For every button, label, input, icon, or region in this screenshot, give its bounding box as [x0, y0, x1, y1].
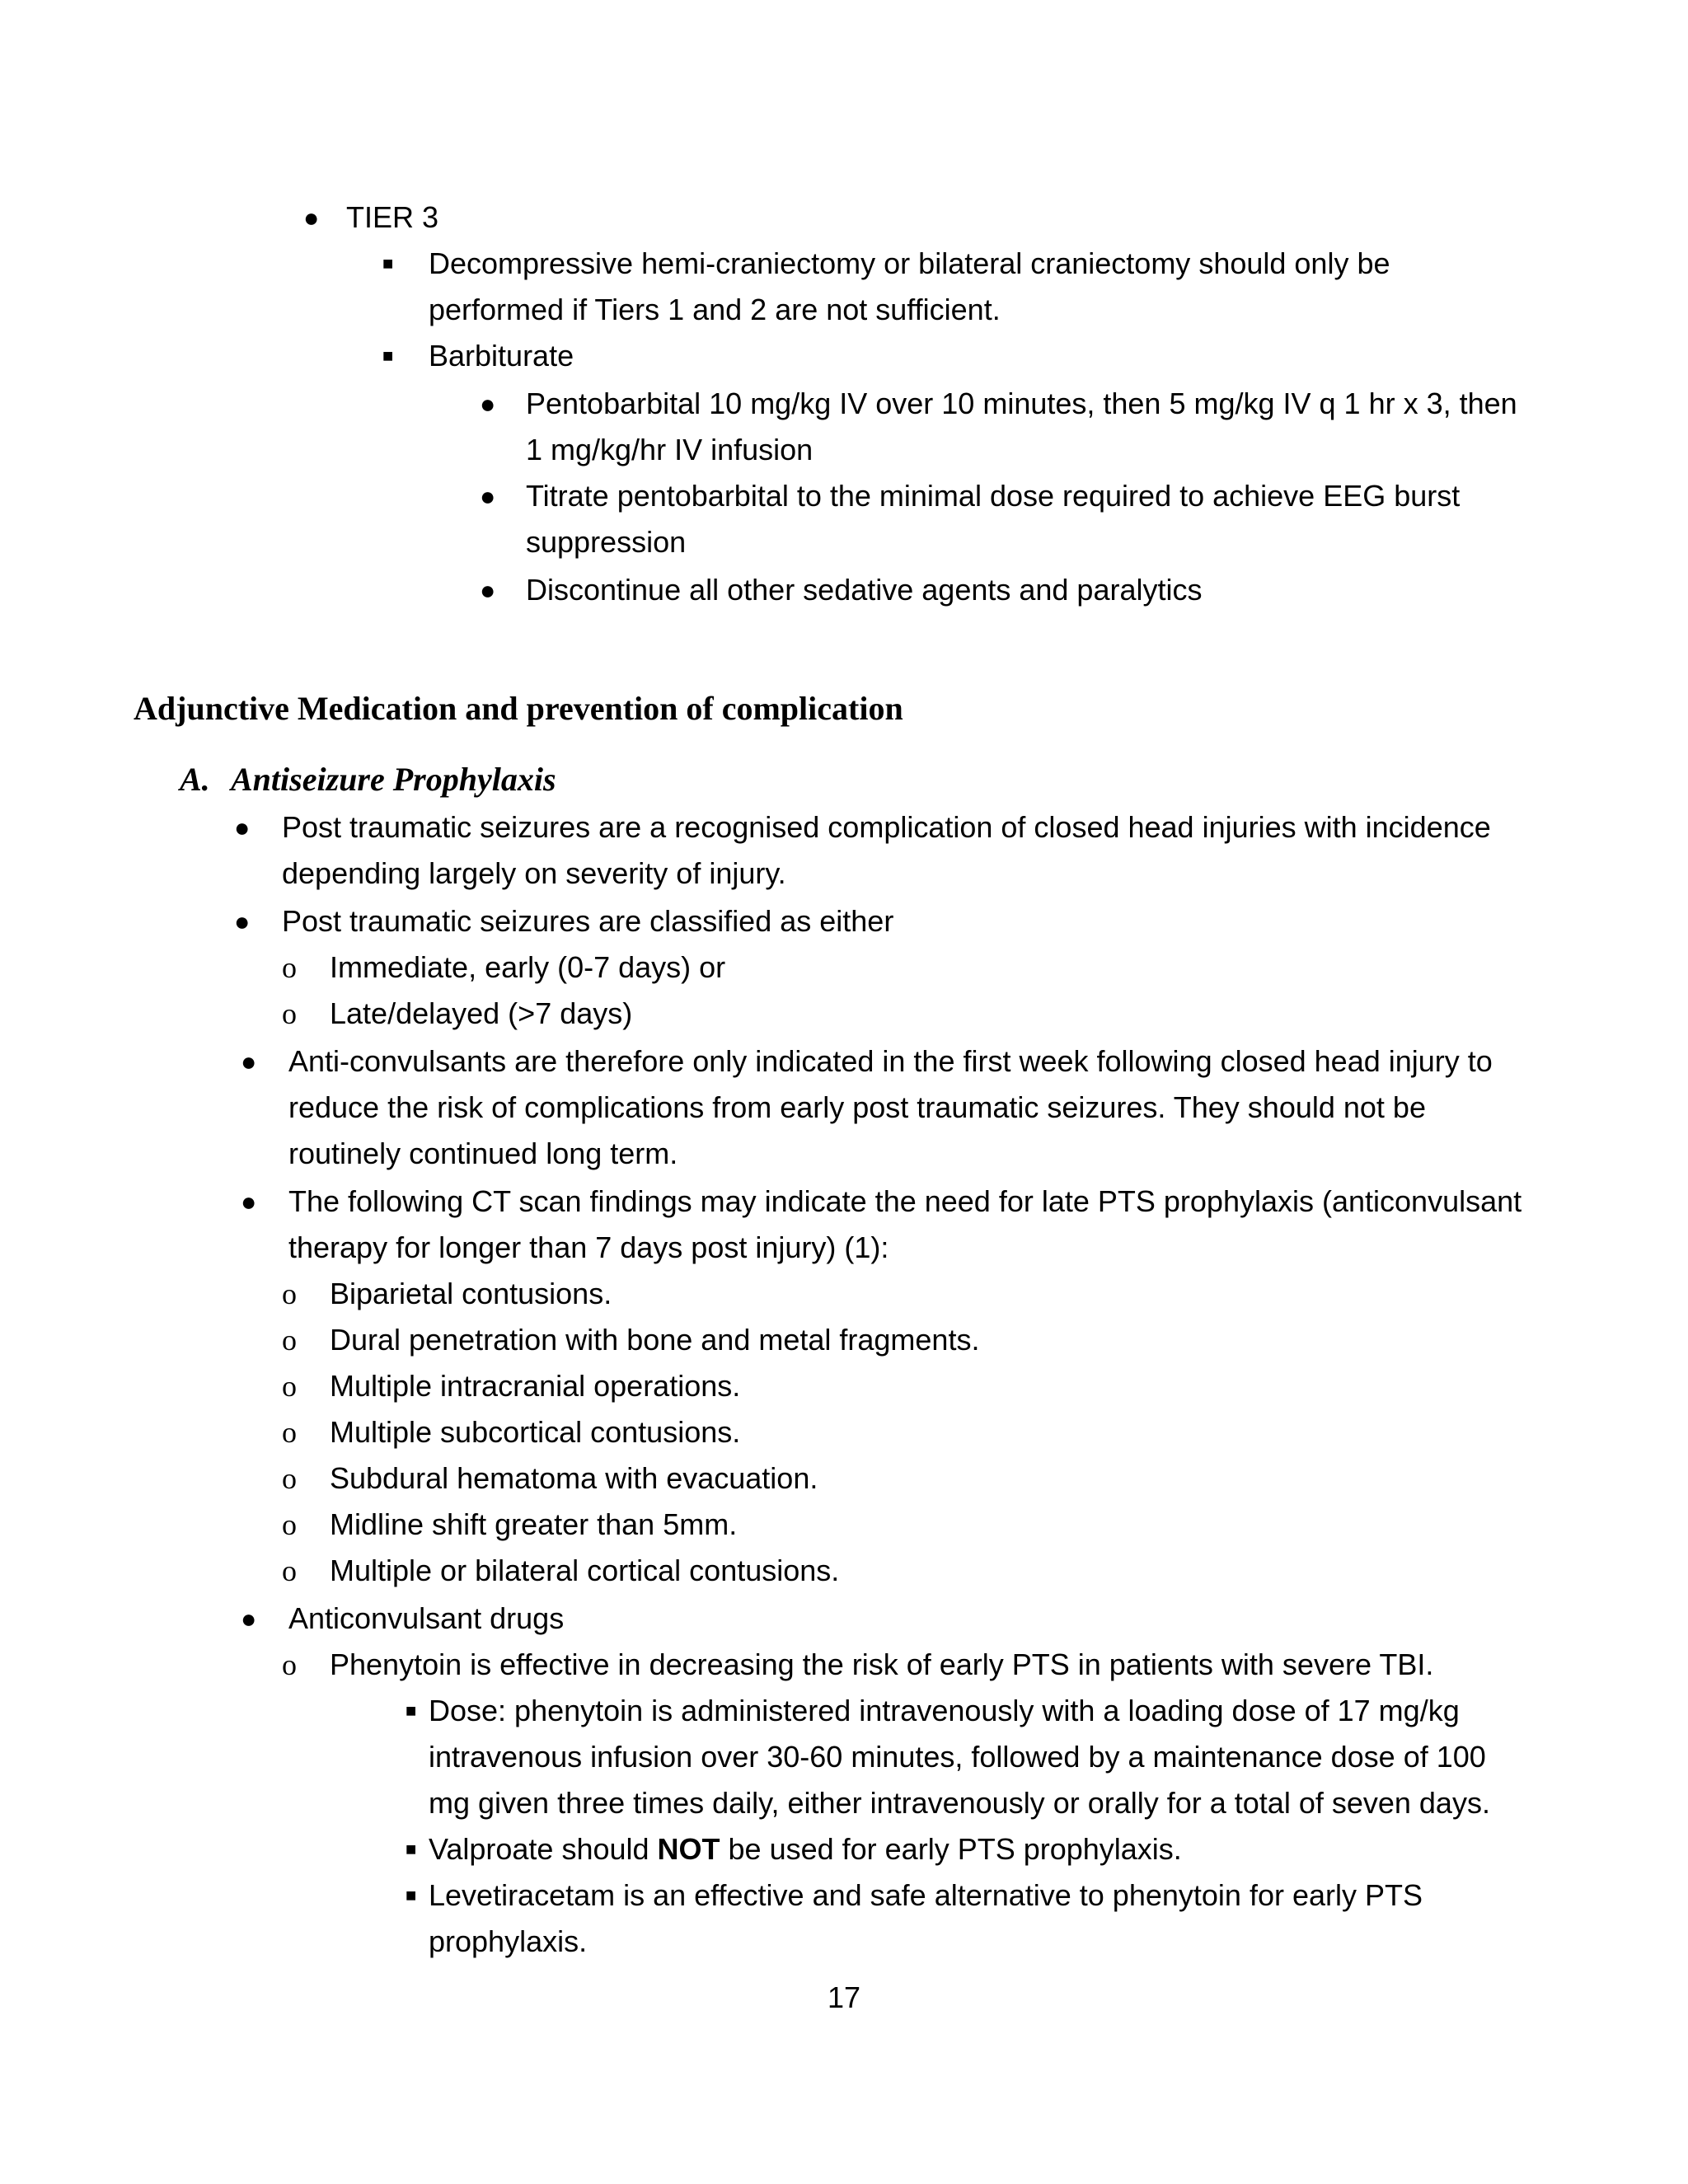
bullet-disc-marker: ●	[234, 813, 251, 842]
ct-findings-line-1: The following CT scan findings may indicate the need for late PTS prophylaxis (anticonvulsant	[288, 1184, 1522, 1218]
bullet-circle-marker: o	[282, 1462, 297, 1495]
ct-finding-item: Multiple intracranial operations.	[330, 1369, 741, 1403]
bullet-disc-marker: ●	[480, 575, 496, 605]
bullet-disc-marker: ●	[241, 1047, 257, 1076]
bullet-circle-marker: o	[282, 951, 297, 984]
discontinue-line: Discontinue all other sedative agents and paralytics	[526, 573, 1203, 607]
titrate-line-1: Titrate pentobarbital to the minimal dose required to achieve EEG burst	[526, 479, 1461, 513]
levetiracetam-line-2: prophylaxis.	[429, 1924, 588, 1958]
anticonvulsant-drugs-label: Anticonvulsant drugs	[288, 1601, 565, 1635]
bullet-square-marker: ■	[406, 1839, 417, 1859]
bullet-square-marker: ■	[406, 1885, 417, 1905]
classification-late: Late/delayed (>7 days)	[330, 996, 633, 1030]
bullet-circle-marker: o	[282, 997, 297, 1030]
ct-finding-item: Subdural hematoma with evacuation.	[330, 1461, 818, 1495]
ct-findings-line-2: therapy for longer than 7 days post injury) (1):	[288, 1230, 889, 1264]
barbiturate-label: Barbiturate	[429, 339, 574, 373]
bullet-square-marker: ■	[382, 345, 394, 366]
seizure-complication-line-1: Post traumatic seizures are a recognised complication of closed head injuries with incidence	[282, 810, 1491, 844]
pentobarbital-line-2: 1 mg/kg/hr IV infusion	[526, 433, 814, 466]
section-heading: Adjunctive Medication and prevention of complication	[134, 690, 903, 727]
subsection-letter: A.	[180, 761, 210, 798]
ct-finding-item: Multiple or bilateral cortical contusions.	[330, 1554, 840, 1587]
bullet-disc-marker: ●	[241, 1187, 257, 1216]
dose-line-3: mg given three times daily, either intravenously or orally for a total of seven days.	[429, 1786, 1490, 1820]
bullet-disc-marker: ●	[480, 389, 496, 419]
bullet-circle-marker: o	[282, 1554, 297, 1587]
page-number: 17	[827, 1980, 861, 2014]
ct-finding-item: Biparietal contusions.	[330, 1277, 612, 1310]
pentobarbital-line-1: Pentobarbital 10 mg/kg IV over 10 minutes, then 5 mg/kg IV q 1 hr x 3, then	[526, 387, 1517, 420]
decompressive-line-1: Decompressive hemi-craniectomy or bilateral craniectomy should only be	[429, 246, 1390, 280]
bullet-square-marker: ■	[406, 1700, 417, 1721]
bullet-circle-marker: o	[282, 1648, 297, 1681]
bullet-circle-marker: o	[282, 1508, 297, 1541]
bullet-disc-marker: ●	[241, 1604, 257, 1633]
seizure-complication-line-2: depending largely on severity of injury.	[282, 856, 786, 890]
tier3-label: TIER 3	[346, 200, 439, 234]
decompressive-line-2: performed if Tiers 1 and 2 are not sufficient.	[429, 293, 1001, 326]
titrate-line-2: suppression	[526, 525, 687, 559]
bullet-disc-marker: ●	[303, 203, 320, 232]
bullet-circle-marker: o	[282, 1277, 297, 1310]
seizure-classification-line: Post traumatic seizures are classified as either	[282, 904, 894, 938]
bullet-circle-marker: o	[282, 1416, 297, 1449]
dose-line-2: intravenous infusion over 30-60 minutes, followed by a maintenance dose of 100	[429, 1740, 1486, 1774]
bullet-disc-marker: ●	[480, 481, 496, 511]
valproate-not-emphasis: NOT	[657, 1832, 720, 1866]
levetiracetam-line-1: Levetiracetam is an effective and safe alternative to phenytoin for early PTS	[429, 1878, 1423, 1912]
anticonvulsant-indication-line-3: routinely continued long term.	[288, 1137, 678, 1170]
anticonvulsant-indication-line-1: Anti-convulsants are therefore only indicated in the first week following closed head injury to	[288, 1044, 1493, 1078]
valproate-line	[429, 1826, 1182, 1872]
ct-finding-item: Midline shift greater than 5mm.	[330, 1507, 738, 1541]
valproate-text-post: be used for early PTS prophylaxis.	[720, 1832, 1182, 1866]
bullet-circle-marker: o	[282, 1370, 297, 1403]
anticonvulsant-indication-line-2: reduce the risk of complications from early post traumatic seizures. They should not be	[288, 1090, 1426, 1124]
bullet-square-marker: ■	[382, 253, 394, 274]
subsection-heading: Antiseizure Prophylaxis	[231, 761, 556, 798]
bullet-circle-marker: o	[282, 1324, 297, 1357]
valproate-text-pre: Valproate should	[429, 1832, 658, 1866]
bullet-disc-marker: ●	[234, 907, 251, 936]
classification-early: Immediate, early (0-7 days) or	[330, 950, 726, 984]
ct-finding-item: Dural penetration with bone and metal fragments.	[330, 1323, 980, 1357]
ct-finding-item: Multiple subcortical contusions.	[330, 1415, 741, 1449]
dose-line-1: Dose: phenytoin is administered intravenously with a loading dose of 17 mg/kg	[429, 1694, 1460, 1727]
phenytoin-line: Phenytoin is effective in decreasing the risk of early PTS in patients with severe TBI.	[330, 1647, 1434, 1681]
